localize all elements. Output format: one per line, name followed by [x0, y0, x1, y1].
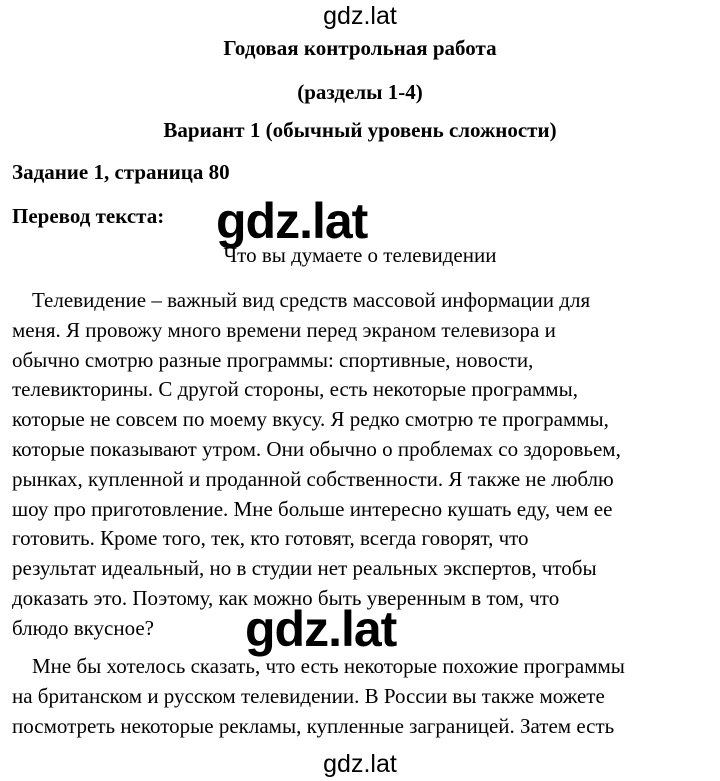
paragraph-line: блюдо вкусное?: [12, 615, 154, 640]
document-sections: (разделы 1-4): [297, 80, 423, 104]
paragraph-line: Телевидение – важный вид средств массовой информации для: [32, 288, 591, 312]
watermark-bottom: gdz.lat: [323, 750, 397, 778]
paragraph-line: рынках, купленной и проданной собственности. Я также не люблю: [12, 466, 614, 491]
task-label: Задание 1, страница 80: [12, 160, 230, 184]
paragraph-line: результат идеальный, но в студии нет реальных экспертов, чтобы: [12, 556, 597, 581]
paragraph-line: посмотреть некоторые рекламы, купленные заграницей. Затем есть: [12, 713, 615, 738]
paragraph-line: доказать это. Поэтому, как можно быть уверенным в том, что: [12, 585, 560, 610]
paragraph-line: которые показывают утром. Они обычно о проблемах со здоровьем,: [12, 436, 621, 461]
watermark-top: gdz.lat: [323, 2, 397, 30]
paragraph-line: Мне бы хотелось сказать, что есть некоторые похожие программы: [32, 654, 625, 678]
paragraph-line: меня. Я провожу много времени перед экраном телевизора и: [12, 317, 556, 342]
document-title: Годовая контрольная работа: [223, 36, 497, 60]
translation-label: Перевод текста:: [12, 204, 165, 228]
document-variant: Вариант 1 (обычный уровень сложности): [163, 118, 557, 142]
watermark-middle-2: gdz.lat: [245, 601, 397, 657]
text-title: Что вы думаете о телевидении: [223, 243, 497, 267]
paragraph-line: на британском и русском телевидении. В России вы также можете: [12, 683, 605, 708]
paragraph-line: обычно смотрю разные программы: спортивные, новости,: [12, 347, 534, 372]
paragraph-line: которые не совсем по моему вкусу. Я редко смотрю те программы,: [12, 407, 609, 432]
paragraph-line: готовить. Кроме того, тек, кто готовят, всегда говорят, что: [12, 526, 529, 551]
paragraph-line: шоу про приготовление. Мне больше интересно кушать еду, чем ее: [12, 496, 613, 521]
watermark-middle-1: gdz.lat: [216, 193, 368, 249]
paragraph-1: [12, 286, 712, 644]
paragraph-2: [12, 652, 712, 741]
paragraph-line: телевикторины. С другой стороны, есть некоторые программы,: [12, 377, 578, 402]
